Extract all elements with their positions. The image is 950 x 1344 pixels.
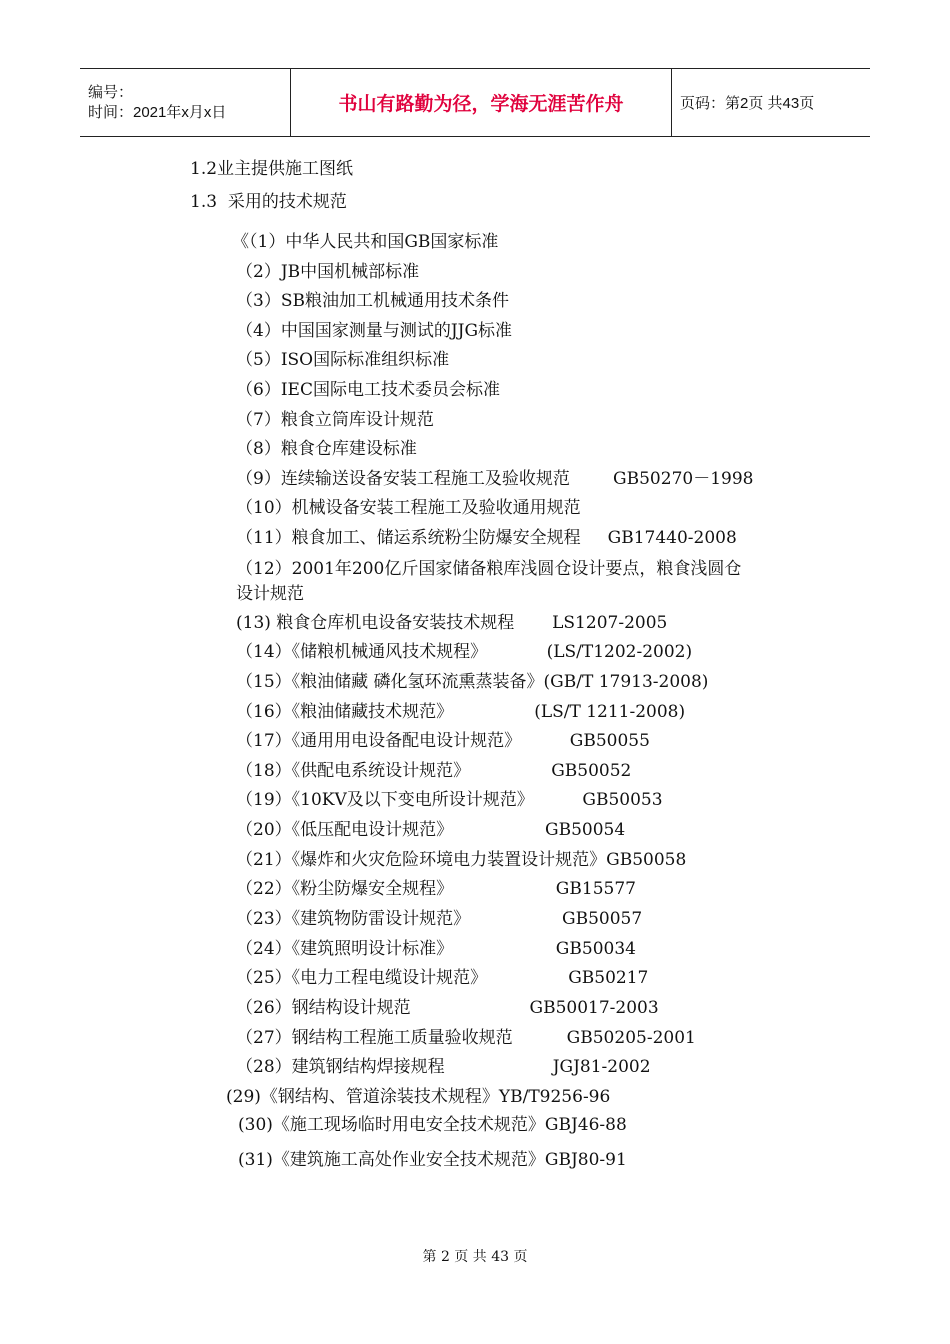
standard-item: （28）建筑钢结构焊接规程 JGJ81-2002 — [236, 1057, 651, 1077]
standard-item: （3）SB粮油加工机械通用技术条件 — [236, 291, 509, 311]
standard-item: （24）《建筑照明设计标准》 GB50034 — [236, 939, 636, 959]
standard-item: （18）《供配电系统设计规范》 GB50052 — [236, 761, 632, 781]
standard-item: （6）IEC国际电工技术委员会标准 — [236, 380, 500, 400]
standard-item: (30)《施工现场临时用电安全技术规范》GBJ46-88 — [238, 1115, 627, 1135]
header-table — [80, 68, 870, 137]
standard-item: （26）钢结构设计规范 GB50017-2003 — [236, 998, 659, 1018]
standard-item: （8）粮食仓库建设标准 — [236, 439, 417, 459]
page-footer: 第 2 页 共 43 页 — [422, 1249, 528, 1265]
header-motto: 书山有路勤为径，学海无涯苦作舟 — [291, 69, 672, 137]
standard-item: （11）粮食加工、储运系统粉尘防爆安全规程 GB17440-2008 — [236, 528, 737, 548]
standard-item: 《（1）中华人民共和国GB国家标准 — [232, 232, 499, 252]
header-page-label: 页码：第2页 共43页 — [672, 69, 871, 137]
standard-item-continuation: 设计规范 — [236, 584, 304, 604]
standard-item: （20）《低压配电设计规范》 GB50054 — [236, 820, 626, 840]
standard-item: （16）《粮油储藏技术规范》 (LS/T 1211-2008) — [236, 702, 686, 722]
standard-item: （17）《通用用电设备配电设计规范》 GB50055 — [236, 731, 650, 751]
standard-item: （7）粮食立筒库设计规范 — [236, 410, 434, 430]
standard-item: （2）JB中国机械部标准 — [236, 262, 420, 282]
standard-item: （14）《储粮机械通风技术规程》 (LS/T1202-2002) — [236, 642, 693, 662]
standard-item: （21）《爆炸和火灾危险环境电力装置设计规范》GB50058 — [236, 850, 687, 870]
standard-item: （10）机械设备安装工程施工及验收通用规范 — [236, 498, 581, 518]
standard-item: (29)《钢结构、管道涂装技术规程》YB/T9256-96 — [226, 1087, 611, 1107]
document-date-label: 时间：2021年x月x日 — [88, 103, 227, 121]
standard-item: （19）《10KV及以下变电所设计规范》 GB50053 — [236, 790, 663, 810]
standard-item: （27）钢结构工程施工质量验收规范 GB50205-2001 — [236, 1028, 696, 1048]
standard-item: (31)《建筑施工高处作业安全技术规范》GBJ80-91 — [238, 1150, 627, 1170]
standard-item: （22）《粉尘防爆安全规程》 GB15577 — [236, 879, 636, 899]
standard-item: （9）连续输送设备安装工程施工及验收规范 GB50270－1998 — [236, 469, 754, 489]
standard-item: （23）《建筑物防雷设计规范》 GB50057 — [236, 909, 643, 929]
document-number-label: 编号： — [88, 83, 134, 101]
header-left-cell — [80, 69, 291, 137]
standard-item: （12）2001年200亿斤国家储备粮库浅圆仓设计要点，粮食浅圆仓 — [236, 559, 742, 579]
standard-item: （25）《电力工程电缆设计规范》 GB50217 — [236, 968, 649, 988]
standard-item: (13) 粮食仓库机电设备安装技术规程 LS1207-2005 — [236, 613, 668, 633]
standard-item: （5）ISO国际标准组织标准 — [236, 350, 450, 370]
section-1-2-heading: 1.2业主提供施工图纸 — [190, 159, 354, 179]
standard-item: （15）《粮油储藏 磷化氢环流熏蒸装备》(GB/T 17913-2008) — [236, 672, 709, 692]
section-1-3-heading: 1.3 采用的技术规范 — [190, 192, 347, 212]
standard-item: （4）中国国家测量与测试的JJG标准 — [236, 321, 513, 341]
